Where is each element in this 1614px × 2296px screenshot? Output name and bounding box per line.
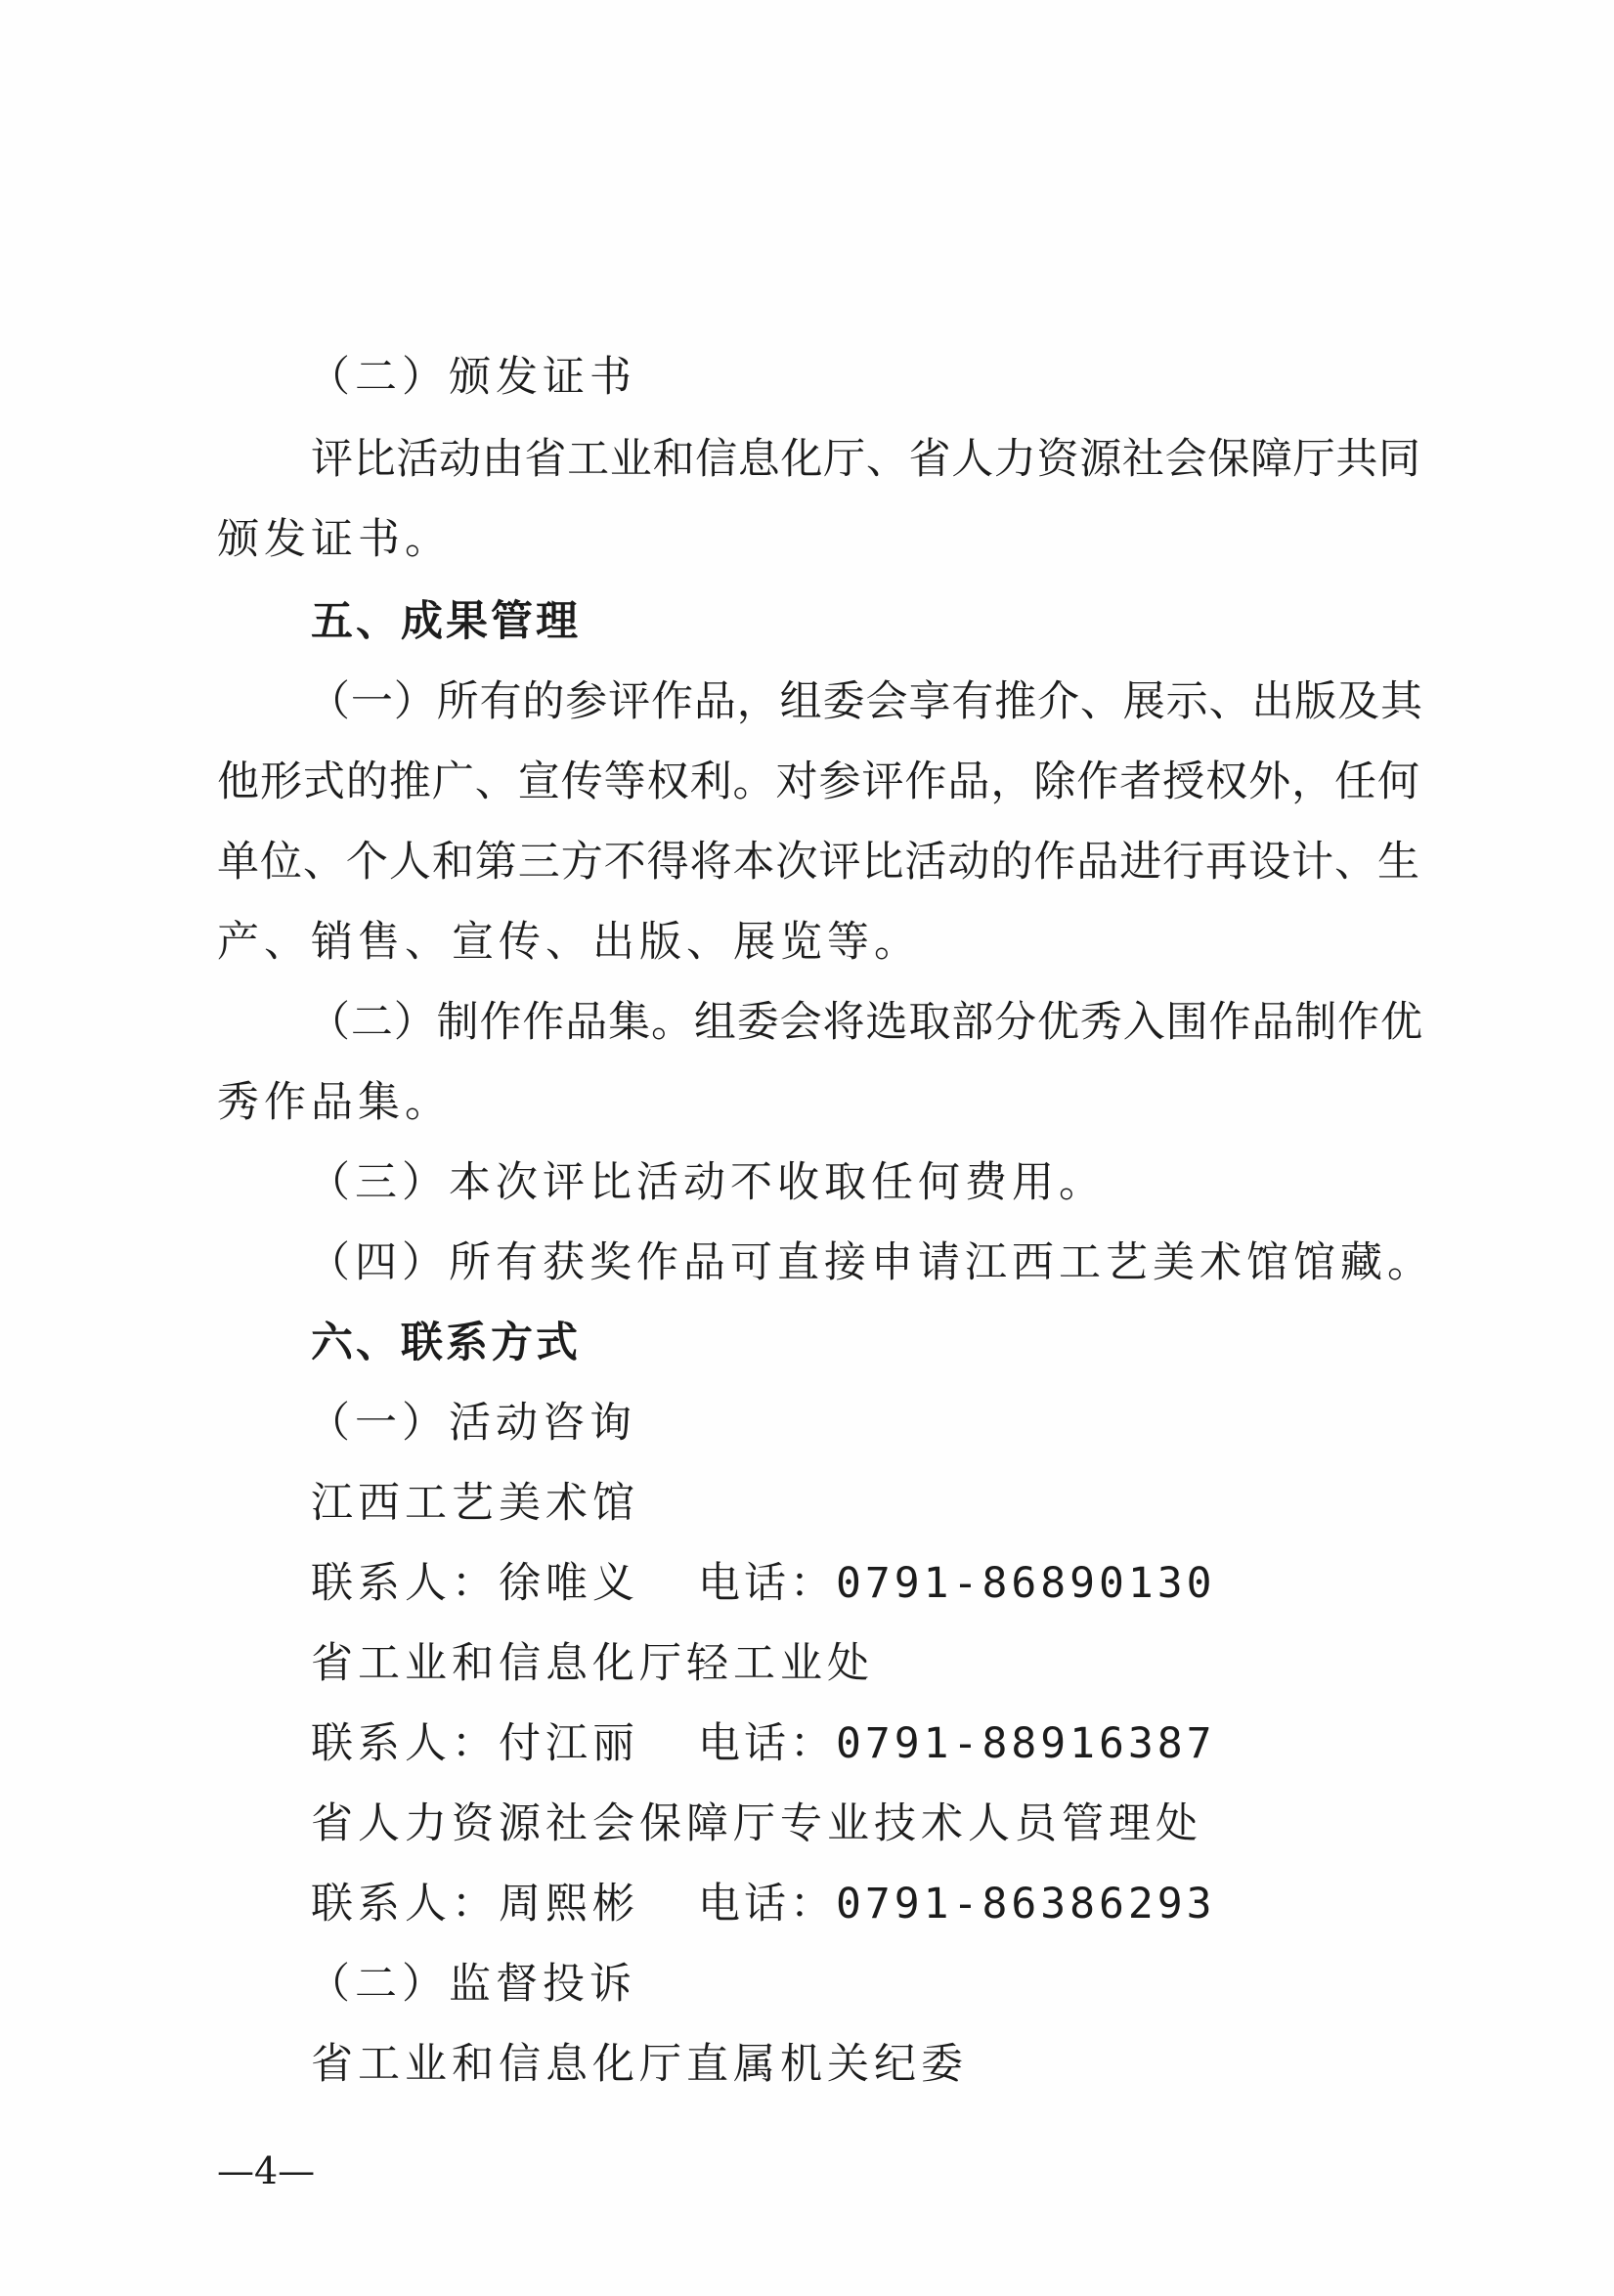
contact-phone: 电话：0791-88916387 (698, 1719, 1216, 1768)
contact-organization: 省工业和信息化厅轻工业处 (311, 1639, 874, 1688)
paragraph-line: 产、销售、宣传、出版、展览等。 (217, 918, 921, 967)
section-heading: 六、联系方式 (311, 1319, 581, 1367)
contact-person: 联系人：周熙彬 (311, 1880, 639, 1928)
subsection-title: （一）活动咨询 (308, 1399, 636, 1448)
contact-person: 联系人：付江丽 (311, 1719, 639, 1768)
paragraph-line: （四）所有获奖作品可直接申请江西工艺美术馆馆藏。 (308, 1238, 1434, 1287)
contact-line (311, 1554, 1216, 1613)
contact-organization: 省人力资源社会保障厅专业技术人员管理处 (311, 1799, 1202, 1848)
paragraph-line: 他形式的推广、宣传等权利。对参评作品，除作者授权外，任何 (217, 758, 1419, 806)
paragraph-line: 秀作品集。 (217, 1078, 452, 1127)
contact-phone: 电话：0791-86890130 (698, 1559, 1216, 1608)
page-number: —4— (217, 2149, 316, 2192)
contact-organization: 江西工艺美术馆 (311, 1479, 639, 1528)
paragraph-line: 单位、个人和第三方不得将本次评比活动的作品进行再设计、生 (217, 838, 1419, 887)
paragraph-line: （三）本次评比活动不收取任何费用。 (308, 1158, 1106, 1207)
contact-line (311, 1875, 1216, 1933)
subsection-title: （二）监督投诉 (308, 1960, 636, 2009)
contact-line (311, 1714, 1216, 1773)
paragraph-line: （二）制作作品集。组委会将选取部分优秀入围作品制作优 (308, 998, 1422, 1047)
paragraph-line: 评比活动由省工业和信息化厅、省人力资源社会保障厅共同 (311, 435, 1420, 484)
contact-person: 联系人：徐唯义 (311, 1559, 639, 1608)
contact-phone: 电话：0791-86386293 (698, 1880, 1216, 1928)
paragraph-line: （一）所有的参评作品，组委会享有推介、展示、出版及其 (308, 677, 1422, 726)
subsection-title: （二）颁发证书 (308, 353, 636, 402)
contact-organization: 省工业和信息化厅直属机关纪委 (311, 2040, 968, 2089)
section-heading: 五、成果管理 (311, 597, 581, 646)
paragraph-line: 颁发证书。 (217, 515, 452, 564)
